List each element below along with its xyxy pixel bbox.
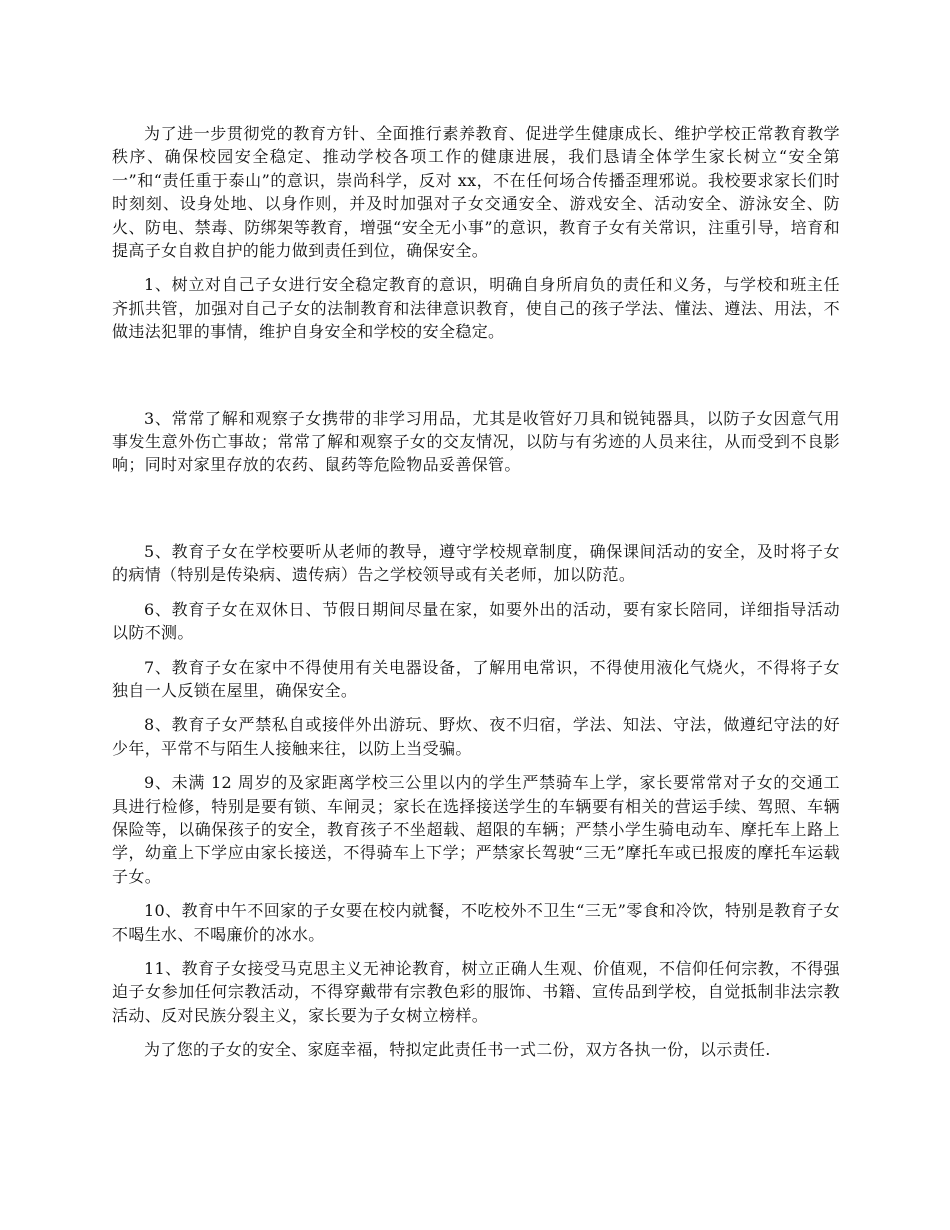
document-page (112, 122, 840, 1073)
closing-paragraph: 为了您的子女的安全、家庭幸福，特拟定此责任书一式二份，双方各执一份，以示责任. (144, 1040, 771, 1060)
blank-gap (112, 355, 840, 407)
blank-gap (112, 488, 840, 540)
item-11-paragraph: 11、教育子女接受马克思主义无神论教育，树立正确人生观、价值观，不信仰任何宗教，不得强迫子女参加任何宗教活动，不得穿戴带有宗教色彩的服饰、书籍、宣传品到学校，自觉抵制非法宗教活动、反对民族分裂主义，家长要为子女树立榜样。 (112, 958, 840, 1025)
intro-paragraph: 为了进一步贯彻党的教育方针、全面推行素养教育、促进学生健康成长、维护学校正常教育教学秩序、确保校园安全稳定、推动学校各项工作的健康进展，我们恳请全体学生家长树立“安全第一”和“责任重于泰山”的意识，崇尚科学，反对 xx，不在任何场合传播歪理邪说。我校要求家长们时时刻刻、设身处地、以身作则，并及时加强对子女交通安全、游戏安全、活动安全、游泳安全、防火、防电、禁毒、防绑架等教育，增强“安全无小事”的意识，教育子女有关常识，注重引导，培育和提高子女自救自护的能力做到责任到位，确保安全。 (112, 124, 840, 261)
item-10-paragraph: 10、教育中午不回家的子女要在校内就餐，不吃校外不卫生“三无”零食和冷饮，特别是教育子女不喝生水、不喝廉价的冰水。 (112, 901, 840, 944)
item-7-paragraph: 7、教育子女在家中不得使用有关电器设备，了解用电常识，不得使用液化气烧火，不得将子女独自一人反锁在屋里，确保安全。 (112, 657, 840, 700)
item-5-paragraph: 5、教育子女在学校要听从老师的教导，遵守学校规章制度，确保课间活动的安全，及时将子女的病情（特别是传染病、遗传病）告之学校领导或有关老师，加以防范。 (112, 541, 840, 585)
item-6-paragraph: 6、教育子女在双休日、节假日期间尽量在家，如要外出的活动，要有家长陪同，详细指导活动以防不测。 (112, 599, 840, 643)
item-8-paragraph: 8、教育子女严禁私自或接伴外出游玩、野炊、夜不归宿，学法、知法、守法，做遵纪守法的好少年，平常不与陌生人接触来往，以防上当受骗。 (112, 715, 840, 758)
item-9-paragraph: 9、未满 12 周岁的及家距离学校三公里以内的学生严禁骑车上学，家长要常常对子女的交通工具进行检修，特别是要有锁、车闸灵；家长在选择接送学生的车辆要有相关的营运手续、驾照、车辆保险等，以确保孩子的安全，教育孩子不坐超载、超限的车辆；严禁小学生骑电动车、摩托车上路上学，幼童上下学应由家长接送，不得骑车上下学；严禁家长驾驶“三无”摩托车或已报废的摩托车运载子女。 (112, 773, 840, 886)
item-1-paragraph: 1、树立对自己子女进行安全稳定教育的意识，明确自身所肩负的责任和义务，与学校和班主任齐抓共管，加强对自己子女的法制教育和法律意识教育，使自己的孩子学法、懂法、遵法、用法，不做违法犯罪的事情，维护自身安全和学校的安全稳定。 (112, 275, 840, 342)
item-3-paragraph: 3、常常了解和观察子女携带的非学习用品，尤其是收管好刀具和锐钝器具，以防子女因意气用事发生意外伤亡事故；常常了解和观察子女的交友情况，以防与有劣迹的人员来往，从而受到不良影响；同时对家里存放的农药、鼠药等危险物品妥善保管。 (112, 408, 840, 475)
